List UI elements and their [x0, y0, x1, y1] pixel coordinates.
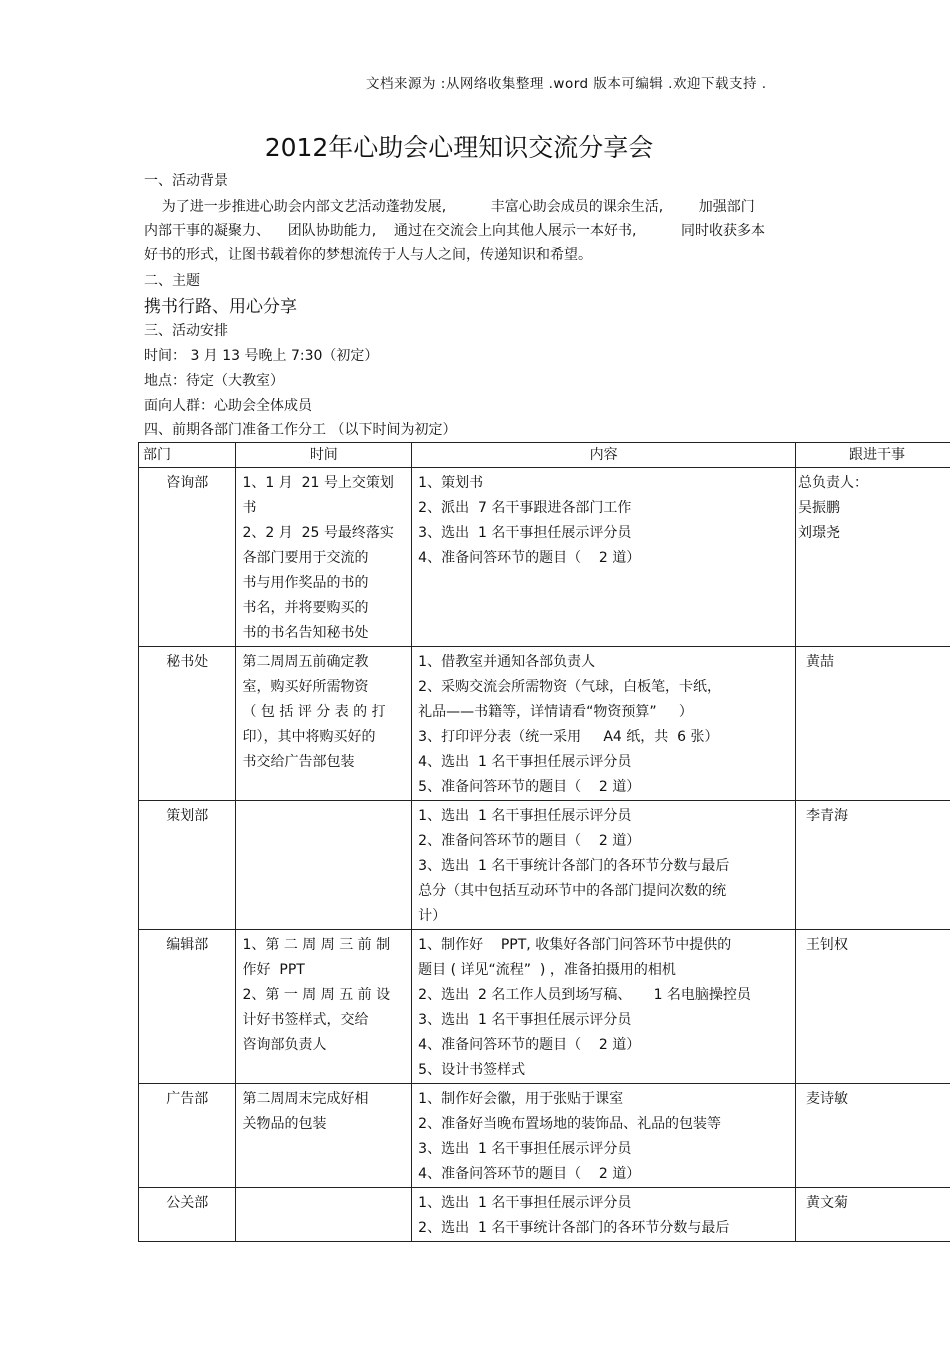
dept-cell: 公关部: [139, 1188, 236, 1242]
table-row: [139, 1188, 950, 1242]
header-content: 内容: [412, 443, 796, 468]
section-heading-division: 四、前期各部门准备工作分工 （以下时间为初定）: [144, 422, 457, 438]
event-place: 地点：待定（大教室）: [144, 373, 284, 389]
table-row: [139, 1084, 950, 1188]
content-cell: 1、策划书 2、派出 7 名干事跟进各部门工作 3、选出 1 名干事担任展示评分员 4、准备问答环节的题目（ 2 道）: [412, 468, 796, 647]
background-line: 内部干事的凝聚力、 团队协助能力, 通过在交流会上向其他人展示一本好书, 同时收获多本: [144, 223, 766, 239]
time-cell: 1、第 二 周 周 三 前 制 作好 PPT 2、第 一 周 周 五 前 设 计好书签样式，交给 咨询部负责人: [236, 930, 412, 1084]
table-row: [139, 801, 950, 930]
content-cell: 1、选出 1 名干事担任展示评分员 2、准备问答环节的题目（ 2 道） 3、选出 1 名干事统计各部门的各环节分数与最后 总分（其中包括互动环节中的各部门提问次数的统 计）: [412, 801, 796, 930]
staff-cell: 李青海: [796, 801, 950, 930]
event-audience: 面向人群：心助会全体成员: [144, 398, 312, 414]
staff-cell: 麦诗敏: [796, 1084, 950, 1188]
background-paragraph: [144, 195, 804, 267]
time-cell: [236, 1188, 412, 1242]
section-heading-background: 一、活动背景: [144, 173, 228, 189]
dept-cell: 咨询部: [139, 468, 236, 647]
header-note: 文档来源为 :从网络收集整理 .word 版本可编辑 .欢迎下载支持 .: [366, 76, 767, 92]
background-line: 为了进一步推进心助会内部文艺活动蓬勃发展, 丰富心助会成员的课余生活, 加强部门: [144, 199, 755, 215]
staff-cell: 黄文菊: [796, 1188, 950, 1242]
time-cell: 1、1 月 21 号上交策划 书 2、2 月 25 号最终落实 各部门要用于交流的 书与用作奖品的书的 书名，并将要购买的 书的书名告知秘书处: [236, 468, 412, 647]
content-cell: 1、制作好会徽，用于张贴于课室 2、准备好当晚布置场地的装饰品、礼品的包装等 3、选出 1 名干事担任展示评分员 4、准备问答环节的题目（ 2 道）: [412, 1084, 796, 1188]
content-cell: 1、借教室并通知各部负责人 2、采购交流会所需物资（气球，白板笔，卡纸， 礼品——书籍等，详情请看“物资预算” ） 3、打印评分表（统一采用 A4 纸，共 6 张） 4、选出 1 名干事担任展示评分员 5、准备问答环节的题目（ 2 道）: [412, 647, 796, 801]
background-line: 好书的形式，让图书载着你的梦想流传于人与人之间，传递知识和希望。: [144, 247, 592, 263]
dept-cell: 秘书处: [139, 647, 236, 801]
dept-cell: 广告部: [139, 1084, 236, 1188]
table-row: [139, 930, 950, 1084]
table-header-row: [139, 443, 950, 468]
staff-cell: 总负责人： 吴振鹏 刘璟尧: [796, 468, 950, 647]
time-cell: [236, 801, 412, 930]
event-time: 时间： 3 月 13 号晚上 7:30（初定）: [144, 348, 379, 364]
theme-text: 携书行路、用心分享: [144, 297, 297, 317]
document-title: 2012年心助会心理知识交流分享会: [264, 133, 654, 162]
table-row: [139, 468, 950, 647]
content-cell: 1、选出 1 名干事担任展示评分员 2、选出 1 名干事统计各部门的各环节分数与最后: [412, 1188, 796, 1242]
time-cell: 第二周周五前确定教 室，购买好所需物资 （ 包 括 评 分 表 的 打 印），其中将购买好的 书交给广告部包装: [236, 647, 412, 801]
header-time: 时间: [236, 443, 412, 468]
table-row: [139, 647, 950, 801]
content-cell: 1、制作好 PPT, 收集好各部门问答环节中提供的 题目 ( 详见“流程” ) ，准备拍摄用的相机 2、选出 2 名工作人员到场写稿、 1 名电脑操控员 3、选出 1 名干事担任展示评分员 4、准备问答环节的题目（ 2 道） 5、设计书签样式: [412, 930, 796, 1084]
time-cell: 第二周周末完成好相 关物品的包装: [236, 1084, 412, 1188]
staff-cell: 王钊权: [796, 930, 950, 1084]
dept-cell: 编辑部: [139, 930, 236, 1084]
division-table: [138, 442, 950, 1242]
staff-cell: 黄喆: [796, 647, 950, 801]
dept-cell: 策划部: [139, 801, 236, 930]
section-heading-arrangement: 三、活动安排: [144, 323, 228, 339]
section-heading-theme: 二、主题: [144, 273, 200, 289]
header-staff: 跟进干事: [796, 443, 950, 468]
header-dept: 部门: [139, 443, 236, 468]
